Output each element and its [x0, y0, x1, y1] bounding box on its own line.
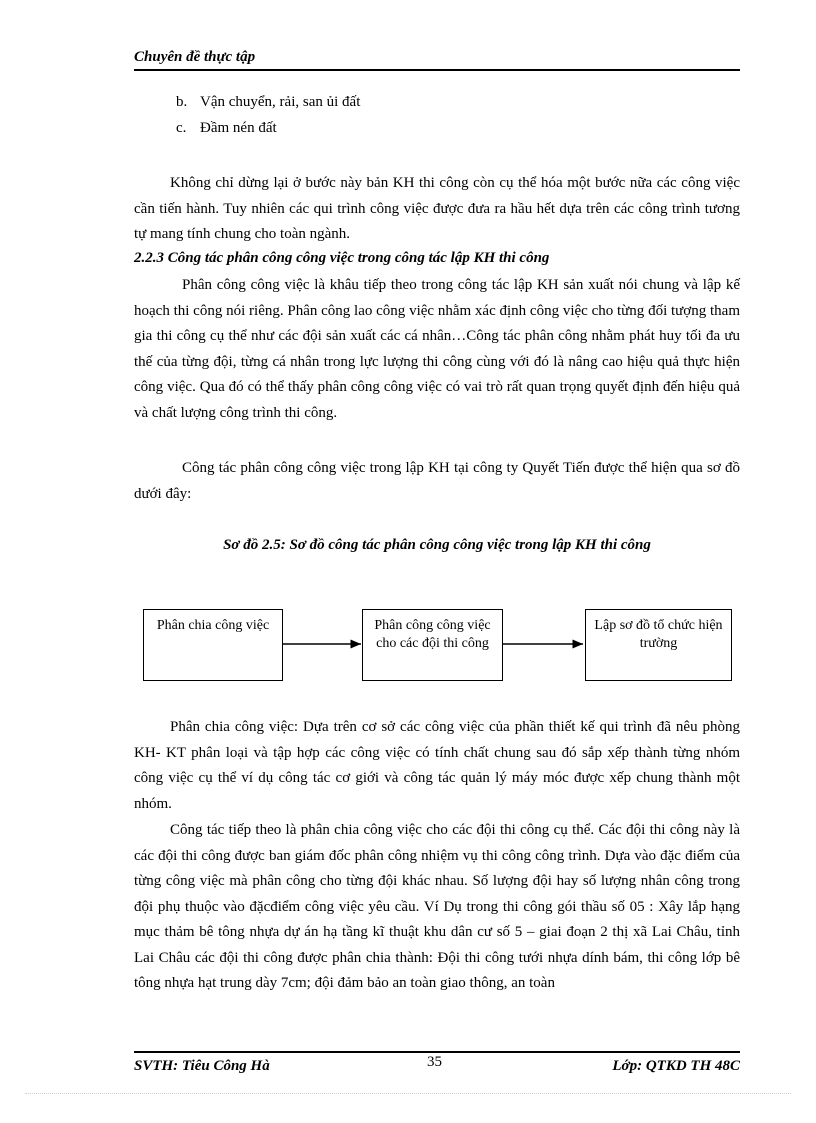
paragraph-4: Phân chia công việc: Dựa trên cơ sở các công việc của phần thiết kế qui trình đã nêu phòng KH- KT phân loại và tập hợp các công việc có tính chất chung sau đó sắp xếp thành từng nhóm công việc cụ thể ví dụ công tác cơ giới và công tác quản lý máy móc được xếp chung thành một nhóm. [134, 719, 740, 812]
page-bottom-dotted-line [25, 1093, 791, 1094]
page-header-title: Chuyên đề thực tập [134, 49, 256, 65]
list-text: Vận chuyển, rải, san ủi đất [200, 94, 361, 110]
paragraph-5: Công tác tiếp theo là phân chia công việc cho các đội thi công cụ thể. Các đội thi công này là các đội thi công được ban giám đốc phân công nhiệm vụ thi công công trình. Dựa vào đặc điểm của từng công việc mà phân công cho từng đội khác nhau. Số lượng đội hay số lượng nhân công trong đội phụ thuộc vào đặcđiểm công việc yêu cầu. Ví Dụ trong thi công gói thầu số 05 : Xây lắp hạng mục thảm bê tông nhựa dự án hạ tầng kĩ thuật khu dân cư số 5 – giai đoạn 2 thị xã Lai Châu, tỉnh Lai Châu các đội thi công được phân chia thành: Đội thi công tưới nhựa dính bám, thi công lớp bê tông nhựa hạt trung dày 7cm; đội đảm bảo an toàn giao thông, an toàn [134, 822, 740, 991]
paragraph-1: Không chỉ dừng lại ở bước này bản KH thi công còn cụ thể hóa một bước nữa các công việc cần tiến hành. Tuy nhiên các qui trình công việc được đưa ra hầu hết dựa trên các công trình tương tự mang tính chung cho toàn ngành. [134, 175, 740, 242]
footer-rule [134, 1051, 740, 1053]
diagram-box-phan-cong-cong-viec: Phân công công việc cho các đội thi công [362, 609, 503, 681]
footer-student: SVTH: Tiêu Công Hà [134, 1058, 270, 1074]
paragraph-2: Phân công công việc là khâu tiếp theo trong công tác lập KH sản xuất nói chung và lập kế hoạch thi công nói riêng. Phân công lao công việc nhằm xác định công việc cho từng đối tượng tham gia thi công cụ thể như các đội sản xuất các cá nhân…Công tác phân công nhằm phát huy tối đa ưu thế của từng đội, từng cá nhân trong lực lượng thi công cùng với đó là nâng cao hiệu quả thực hiện công việc. Qua đó có thể thấy phân công công việc có vai trò rất quan trọng quyết định đến hiệu quả và chất lượng công trình thi công. [134, 277, 740, 421]
diagram-box-phan-chia-cong-viec: Phân chia công việc [143, 609, 283, 681]
diagram-box-lap-so-do: Lập sơ đồ tổ chức hiện trường [585, 609, 732, 681]
section-heading: 2.2.3 Công tác phân công công việc trong công tác lập KH thi công [134, 250, 550, 266]
page-number: 35 [427, 1054, 442, 1070]
list-label: c. [176, 120, 187, 136]
footer-class: Lớp: QTKD TH 48C [612, 1058, 740, 1074]
list-text: Đầm nén đất [200, 120, 277, 136]
paragraph-3: Công tác phân công công việc trong lập KH tại công ty Quyết Tiến được thể hiện qua sơ đồ dưới đây: [134, 460, 740, 502]
list-label: b. [176, 94, 188, 110]
diagram-caption: Sơ đồ 2.5: Sơ đồ công tác phân công công việc trong lập KH thi công [223, 537, 651, 553]
